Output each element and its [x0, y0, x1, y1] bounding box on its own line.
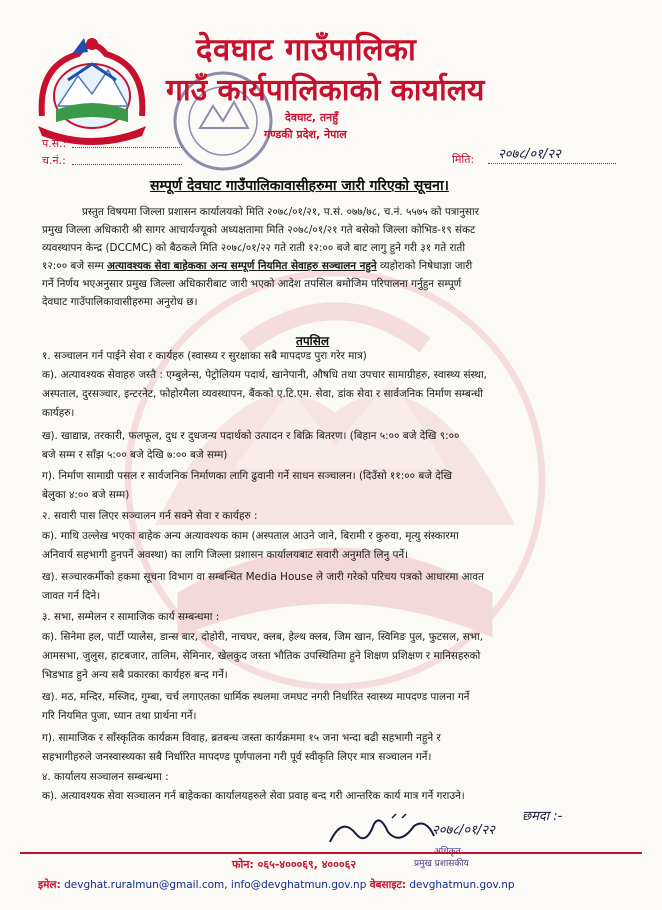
s1-ka-3: कार्यहरु। — [42, 407, 75, 419]
office-name: गाउँ कार्यपालिकाको कार्यालय — [166, 73, 485, 108]
s1-ga-2: बेलुका ४:०० बजे सम्म) — [42, 489, 130, 501]
intro-line-2: प्रमुख जिल्ला अधिकारी श्री सागर आचार्यज्यूको अध्यक्षतामा मिति २०७८/०१/२१ गते बसेको जिल्ला कोभिड-१९ संकट — [42, 224, 476, 236]
ref-no-label: प.सं.: — [42, 137, 67, 150]
date-label: मिति: — [452, 153, 475, 166]
date-line — [488, 163, 616, 164]
s1-head: १. सञ्चालन गर्न पाईने सेवा र कार्यहरु (स्वास्थ्य र सुरक्षाका सबै मापदण्ड पुरा गरेर मात्र) — [42, 350, 367, 362]
intro-line-6: देवघाट गाउँपालिकावासीहरुमा अनुरोध छ। — [42, 296, 198, 308]
s2-head: २. सवारी पास लिएर सञ्चालन गर्न सक्ने सेवा र कार्यहरु : — [42, 510, 258, 522]
intro-line-4-start: १२:०० बजे सम्म — [42, 260, 104, 272]
schedule-title: तपसिल — [296, 334, 330, 348]
s3-ga-1: ग). सामाजिक र साँस्कृतिक कार्यक्रम विवाह, ब्रतबन्ध जस्ता कार्यक्रममा १५ जना भन्दा बढी सहभागी नहुने र — [42, 732, 441, 744]
s3-kha-1: ख). मठ, मन्दिर, मस्जिद, गुम्बा, चर्च लगाएतका धार्मिक स्थलमा जमघट नगरी निर्धारित स्वास्थ्य मापदण्ड पालना गर्ने — [42, 691, 470, 703]
intro-line-4-end: व्यहोराको निषेधाज्ञा जारी — [380, 260, 473, 272]
intro-line-5: गर्ने निर्णय भएअनुसार प्रमुख जिल्ला अधिकारीबाट जारी भएको आदेश तपसिल बमोजिम परिपालना गर्नुहुन सम्पूर्ण — [42, 278, 462, 290]
s3-head: ३. सभा, सम्मेलन र सामाजिक कार्य सम्बन्धमा : — [42, 611, 220, 623]
s4-head: ४. कार्यालय सञ्चालन सम्बन्धमा : — [42, 771, 169, 783]
s1-ka-2: अस्पताल, दुरसञ्चार, इन्टरनेट, फोहोरमैला व्यवस्थापन, बैंकको ए.टि.एम. सेवा, डांक सेवा र सार्वजनिक निर्माण सम्बन्धी — [42, 388, 483, 400]
signature-stamp-title: प्रमुख प्रशासकीय — [414, 859, 469, 869]
ref-no-line — [72, 147, 182, 148]
notice-title: सम्पूर्ण देवघाट गाउँपालिकावासीहरुमा जारी गरिएको सूचना। — [150, 178, 449, 194]
s3-ka-1: क). सिनेमा हल, पार्टी प्यालेस, डान्स बार, दोहोरी, नाचघर, क्लब, हेल्थ क्लब, जिम खान, स्विमिङ पुल, फुटसल, सभा, — [42, 631, 484, 643]
signature-date: २०७८/०१/२२ — [432, 823, 495, 838]
s4-ka-1: क). अत्यावश्यक सेवा सञ्चालन गर्न बाहेकका कार्यालयहरुले सेवा प्रवाह बन्द गरी आन्तरिक कार्य मात्र गर्ने गराउने। — [42, 790, 465, 802]
s1-kha-2: बजे सम्म र साँझ ५:०० बजे देखि ७:०० बजे सम्म) — [42, 449, 228, 461]
s1-ka-1: क). अत्यावश्यक सेवाहरु जस्तै : एम्बुलेन्स, पेट्रोलियम पदार्थ, खानेपानी, औषधि तथा उपचार सामाग्रीहरु, स्वास्थ्य संस्था, — [42, 369, 487, 381]
s2-ka-2: अनिवार्य सहभागी हुनपर्ने अवस्था) का लागि जिल्ला प्रशासन कार्यालयबाट सवारी अनुमति लिनु पर्ने। — [42, 549, 409, 561]
website-value[interactable]: devghatmun.gov.np — [409, 879, 515, 891]
intro-highlight: अत्यावश्यक सेवा बाहेकका अन्य सम्पूर्ण नियमित सेवाहरु सञ्चालन नहुने — [107, 260, 377, 272]
s1-kha-1: ख). खाद्यान्न, तरकारी, फलफूल, दुध र दुधजन्य पदार्थको उत्पादन र बिक्रि बितरण। (बिहान ५:०० बजे देखि ९:०० — [42, 430, 460, 442]
date-value: २०७८/०१/२२ — [498, 147, 561, 162]
s2-ka-1: क). माथि उल्लेख भएका बाहेक अन्य अत्यावश्यक काम (अस्पताल आउने जाने, बिरामी र कुरुवा, मृत्यु संस्कारमा — [42, 530, 459, 542]
signature-stamp-subtitle: अधिकृत — [434, 847, 461, 857]
intro-line-3: व्यवस्थापन केन्द्र (DCCMC) को बैठकले मिति २०७८/०१/२२ गते राती १२:०० बजे बाट लागु हुने गरी ३१ गते राती — [42, 242, 466, 254]
s3-kha-2: गरि नियमित पुजा, ध्यान तथा प्रार्थना गर्ने। — [42, 710, 197, 722]
intro-line-1: प्रस्तुत विषयमा जिल्ला प्रशासन कार्यालयको मिति २०७८/०१/२१, प.सं. ०७७/७८, च.नं. ५५७५ को पत्रानुसार — [82, 206, 479, 218]
address-line-1: देवघाट, तनहुँ — [285, 111, 339, 124]
footer-phone: फोन: ०६५-४०००६९, ४०००६२ — [232, 858, 357, 871]
email-label: इमेल: — [38, 879, 61, 891]
municipality-name: देवघाट गाउँपालिका — [196, 32, 417, 68]
website-label: वेबसाइट: — [369, 879, 407, 891]
s3-ka-2: आमसभा, जुलुस, हाटबजार, तालिम, सेमिनार, खेलकुद जस्ता भौतिक उपस्थितिमा हुने शिक्षण प्रशिक्षण र मानिसहरुको — [42, 650, 481, 662]
intro-line-4 — [42, 261, 472, 271]
handwritten-note: छमदा :- — [522, 809, 563, 824]
address-line-2: गण्डकी प्रदेश, नेपाल — [264, 128, 347, 141]
dispatch-no-label: च.नं.: — [42, 154, 66, 167]
s1-ga-1: ग). निर्माण सामाग्री पसल र सार्वजनिक निर्माणका लागि ढुवानी गर्ने साधन सञ्चालन। (दिउँसो ११:०० बजे देखि — [42, 470, 453, 482]
s2-kha-2: जावत गर्न दिने। — [42, 590, 101, 602]
dispatch-no-line — [72, 164, 182, 165]
email-value[interactable]: devghat.ruralmun@gmail.com, info@devghatmun.gov.np — [64, 879, 367, 891]
nepal-emblem-logo — [28, 26, 156, 150]
s2-kha-1: ख). सञ्चारकर्मीको हकमा सूचना विभाग वा सम्बन्धित Media House ले जारी गरेको परिचय पत्रको आधारमा आवत — [42, 571, 484, 583]
footer-contact — [38, 878, 515, 892]
s3-ga-2: सहभागीहरुले जनस्वास्थ्यका सबै निर्धारित मापदण्ड पूर्णपालना गरी पूर्व स्वीकृति लिएर मात्र सञ्चालन गर्ने। — [42, 751, 432, 763]
s3-ka-3: भिडभाड हुने अन्य सबै प्रकारका कार्यहरु बन्द गर्ने। — [42, 669, 228, 681]
